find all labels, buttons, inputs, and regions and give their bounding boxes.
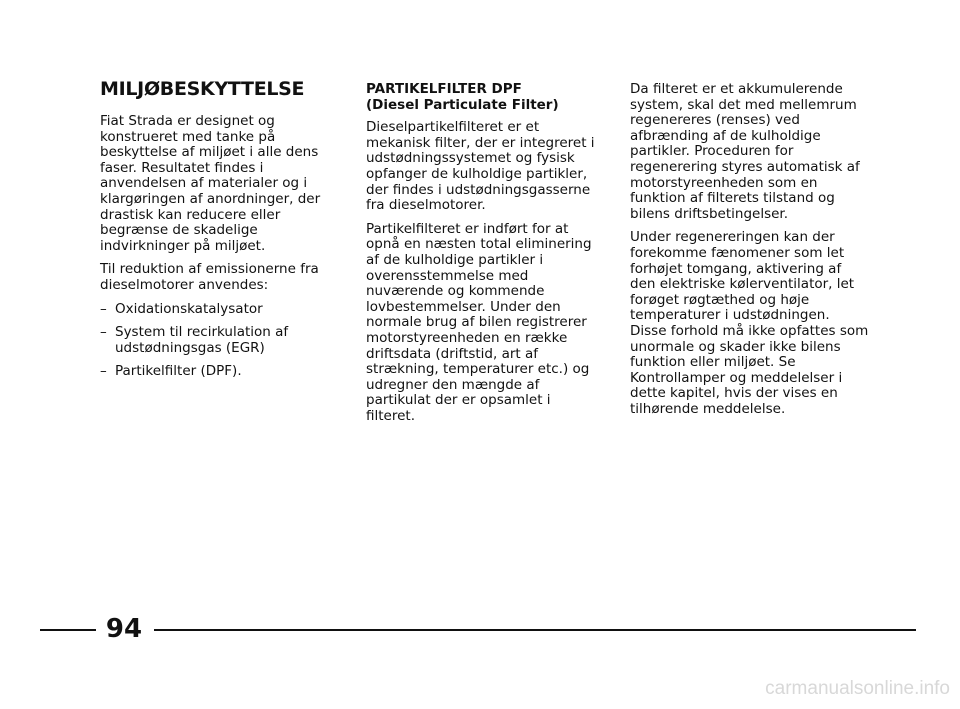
list-item — [100, 325, 340, 356]
emissions-paragraph: Til reduktion af emissionerne fra dieselmotorer anvendes: — [100, 261, 319, 293]
column-regeneration — [630, 82, 870, 425]
list-item-text: Partikelfilter (DPF). — [115, 363, 242, 380]
column-environment — [100, 78, 340, 388]
list-item — [100, 302, 340, 318]
list-bullet: – — [100, 324, 107, 341]
list-item-text: Oxidationskatalysator — [115, 300, 263, 317]
emissions-list — [100, 302, 340, 380]
intro-paragraph: Fiat Strada er designet og konstrueret med tanke på beskyttelse af miljøet i alle dens faser. Resultatet findes i anvendelsen af materialer og i klargøringen af anordninger, der drastisk kan reducere eller begrænse de skadelige indvirkninger på miljøet. — [100, 113, 321, 254]
filter-purpose-paragraph: Partikelfilteret er indført for at opnå en næsten total eliminering af de kulholdige partikler i overensstemmelse med nuværende og kommende lovbestemmelser. Under den normale brug af bilen registrerer motorstyreenheden en række driftsdata (driftstid, art af strækning, temperaturer etc.) og udregner den mængde af partikulat der er opsamlet i filteret. — [366, 220, 592, 424]
footer-rule-left — [40, 629, 96, 631]
list-bullet: – — [100, 363, 107, 380]
footer-rule-right — [154, 629, 916, 631]
regeneration-effects-paragraph: Under regenereringen kan der forekomme fænomener som let forhøjet tomgang, aktivering af den elektriske kølerventilator, let forøget røgtæthed og høje temperaturer i udstødningen. Disse forhold må ikke opfattes som unormale og skader ikke bilens funktion eller miljøet. Se Kontrollamper og meddelelser i dette kapitel, hvis der vises en tilhørende meddelelse. — [630, 229, 869, 417]
page-number: 94 — [105, 614, 143, 644]
regeneration-paragraph: Da filteret er et akkumulerende system, skal det med mellemrum regenereres (renses) ved afbrænding af de kulholdige partikler. Proceduren for regenerering styres automatisk af motorstyreenheden som en funktion af filterets tilstand og bilens driftsbetingelser. — [630, 81, 860, 222]
column-particulate-filter — [366, 82, 596, 432]
subsection-heading — [366, 82, 596, 113]
list-item — [100, 364, 340, 380]
list-bullet: – — [100, 300, 107, 317]
list-item-text: System til recirkulation af udstødningsgas (EGR) — [115, 324, 289, 356]
subsection-heading-line1: PARTIKELFILTER DPF — [366, 81, 522, 97]
section-heading: MILJØBESKYTTELSE — [100, 78, 305, 100]
watermark: carmanualsonline.info — [765, 678, 950, 699]
filter-description-paragraph: Dieselpartikelfilteret er et mekanisk filter, der er integreret i udstødningssystemet og fysisk opfanger de kulholdige partikler, der findes i udstødningsgasserne fra dieselmotorer. — [366, 119, 595, 214]
subsection-heading-line2: (Diesel Particulate Filter) — [366, 96, 559, 113]
